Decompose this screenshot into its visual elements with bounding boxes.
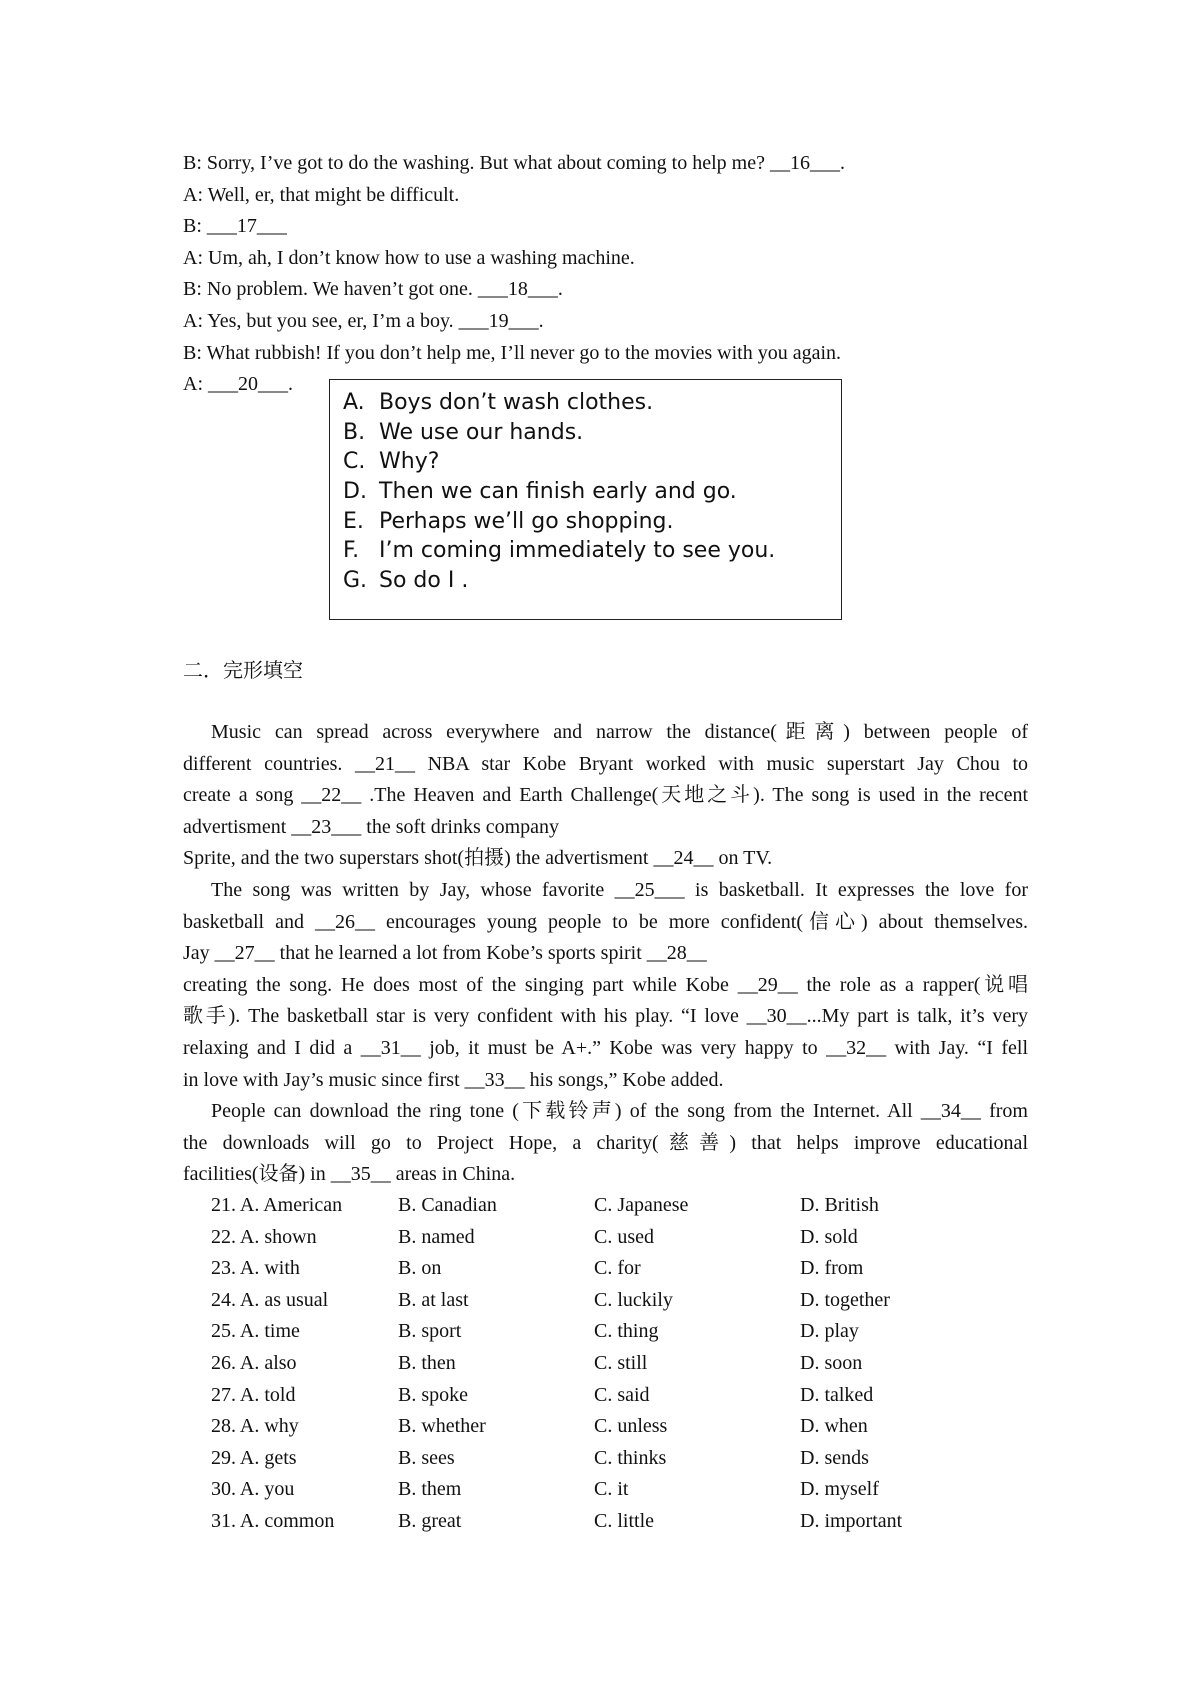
choice-b: B. on [398,1257,442,1280]
choice-a: 26. A. also [211,1351,297,1374]
choice-d: D. talked [800,1383,874,1406]
choice-row [211,1348,971,1380]
passage-line: relaxing and I did a __31__ job, it must be A+.” Kobe was very happy to __32__ with Jay. “I fell [183,1036,1028,1059]
choice-b: B. sees [398,1446,455,1469]
choice-d: D. myself [800,1478,879,1501]
choice-b: B. Canadian [398,1194,497,1216]
choice-c: C. for [594,1257,641,1280]
option-text: I’m coming immediately to see you. [379,538,776,564]
choice-row [211,1506,971,1538]
option-item [343,388,841,418]
options-box [329,379,842,620]
choice-a: 24. A. as usual [211,1288,329,1311]
option-letter: G. [343,568,368,594]
choice-b: B. then [398,1351,456,1374]
choice-row [211,1190,971,1222]
choice-a: 21. A. American [211,1194,343,1216]
option-item [343,477,841,507]
choice-b: B. great [398,1509,462,1532]
option-letter: A. [343,390,365,415]
choice-d: D. from [800,1257,864,1280]
passage-line: Jay __27__ that he learned a lot from Kobe’s sports spirit __28__ [183,942,707,965]
passage-line: The song was written by Jay, whose favorite __25___ is basketball. It expresses the love for [211,878,1028,901]
choice-b: B. at last [398,1288,469,1311]
option-item [343,418,841,448]
choice-a: 29. A. gets [211,1446,297,1469]
section-title: 二．完形填空 [183,658,303,682]
choice-d: D. play [800,1320,859,1343]
choice-a: 22. A. shown [211,1225,317,1248]
choice-d: D. British [800,1194,879,1216]
choice-c: C. luckily [594,1288,673,1311]
option-text: Boys don’t wash clothes. [379,390,654,415]
choice-c: C. thinks [594,1446,667,1469]
choice-d: D. soon [800,1351,863,1374]
choice-row [211,1222,971,1254]
passage-line: different countries. __21__ NBA star Kobe Bryant worked with music superstart Jay Chou to [183,752,1028,775]
choice-b: B. them [398,1478,462,1501]
dialogue-line: A: Um, ah, I don’t know how to use a washing machine. [183,246,635,269]
choice-c: C. it [594,1478,629,1501]
passage-line: advertisment __23___ the soft drinks company [183,815,560,838]
passage-line: create a song __22__ .The Heaven and Earth Challenge(天地之斗). The song is used in the recent [183,784,1028,807]
option-letter: C. [343,449,366,475]
choice-d: D. together [800,1288,890,1311]
option-letter: D. [343,479,367,505]
option-letter: E. [343,508,364,534]
choice-a: 23. A. with [211,1257,300,1280]
option-letter: F. [343,538,360,564]
choice-a: 31. A. common [211,1509,335,1532]
choice-c: C. unless [594,1415,668,1438]
choice-c: C. used [594,1225,654,1248]
choice-a: 25. A. time [211,1320,300,1343]
passage-line: Sprite, and the two superstars shot(拍摄) the advertisment __24__ on TV. [183,847,773,870]
option-item [343,507,841,537]
passage-line: 歌手). The basketball star is very confident with his play. “I love __30__...My part is talk, it’s very [183,1005,1028,1028]
passage-line: basketball and __26__ encourages young people to be more confident(信心) about themselves. [183,910,1028,933]
choice-row [211,1253,971,1285]
choice-b: B. sport [398,1320,462,1343]
choice-d: D. sold [800,1225,858,1248]
option-text: So do I . [379,568,469,594]
dialogue-line: A: Yes, but you see, er, I’m a boy. ___19___. [183,309,544,332]
passage-line: creating the song. He does most of the singing part while Kobe __29__ the role as a rapper(说唱 [183,973,1028,996]
choice-c: C. Japanese [594,1194,689,1216]
cloze-passage [183,717,1028,1191]
dialogue-line: A: ___20___. [183,373,293,396]
choice-row [211,1474,971,1506]
dialogue-line: B: What rubbish! If you don’t help me, I’ll never go to the movies with you again. [183,341,842,364]
choice-c: C. little [594,1509,654,1532]
choice-c: C. said [594,1383,650,1406]
choice-row [211,1411,971,1443]
passage-line: People can download the ring tone (下载铃声) of the song from the Internet. All __34__ from [211,1100,1028,1123]
choice-b: B. named [398,1225,475,1248]
choice-c: C. still [594,1351,648,1374]
choice-row [211,1380,971,1412]
option-text: Then we can finish early and go. [379,479,737,505]
passage-line: Music can spread across everywhere and narrow the distance(距离) between people of [211,721,1028,743]
dialogue-line: B: ___17___ [183,215,287,238]
choice-d: D. important [800,1509,903,1532]
dialogue-line: A: Well, er, that might be difficult. [183,183,460,206]
choice-b: B. spoke [398,1383,468,1406]
choice-a: 27. A. told [211,1383,296,1406]
option-item [343,447,841,477]
dialogue [183,148,1063,401]
choice-row [211,1285,971,1317]
passage-line: in love with Jay’s music since first __33__ his songs,” Kobe added. [183,1068,724,1091]
choice-c: C. thing [594,1320,659,1343]
choice-a: 28. A. why [211,1415,299,1438]
passage-line: the downloads will go to Project Hope, a charity(慈善) that helps improve educational [183,1131,1028,1154]
choice-b: B. whether [398,1415,486,1438]
passage-line: facilities(设备) in __35__ areas in China. [183,1163,516,1186]
option-item [343,566,841,596]
dialogue-line: B: Sorry, I’ve got to do the washing. But what about coming to help me? __16___. [183,152,845,174]
option-letter: B. [343,419,366,445]
choice-row [211,1443,971,1475]
option-text: Why? [379,449,440,475]
option-text: We use our hands. [379,419,584,445]
choice-a: 30. A. you [211,1478,295,1501]
answer-choices [211,1190,971,1538]
choice-d: D. when [800,1415,868,1438]
option-item [343,536,841,566]
dialogue-line: B: No problem. We haven’t got one. ___18___. [183,278,563,301]
choice-d: D. sends [800,1446,869,1469]
choice-row [211,1316,971,1348]
option-text: Perhaps we’ll go shopping. [379,508,674,534]
